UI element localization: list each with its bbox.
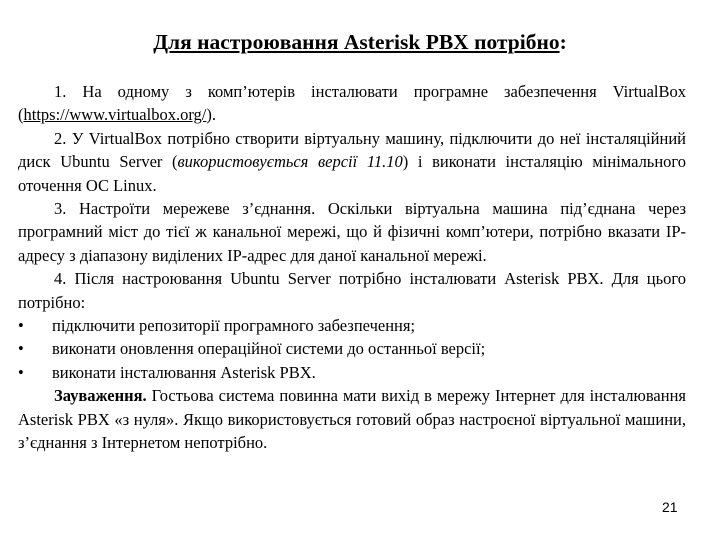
bullet-text: підключити репозиторії програмного забезпечення; (52, 316, 416, 336)
item-2-text: 2. У VirtualBox потрібно створити віртуальну машину, підключити до неї інсталяційний диск Ubuntu Server ( (18, 128, 686, 172)
item-2-version-note: використовується версії 11.10 (177, 152, 403, 172)
slide-title-text: Для настроювання Asterisk PBX потрібно (153, 30, 560, 54)
item-1-text: 1. На одному з комп’ютерів інсталювати програмне забезпечення VirtualBox ( (18, 82, 686, 125)
bullet-item (18, 337, 686, 360)
bullet-text: виконати оновлення операційної системи до останньої версії; (52, 339, 486, 359)
slide-title-colon: : (559, 30, 567, 54)
note-paragraph (18, 384, 686, 454)
slide-body (18, 80, 686, 455)
note-text: Гостьова система повинна мати вихід в мережу Інтернет для інсталювання Asterisk PBX «з нуля». Якщо використовується готовий образ настроєної віртуальної машини, з’єднання з Інтернетом непотрібно. (18, 386, 686, 453)
note-label: Зауваження. (54, 386, 147, 406)
item-3: 3. Настроїти мережеве з’єднання. Оскільки віртуальна машина під’єднана через програмний міст до тієї ж канальної мережі, що й фізичні комп’ютери, потрібно вказати IP-адресу з діапазону виділених IP-адрес для даної канальної мережі. (18, 199, 686, 265)
item-4: 4. Після настроювання Ubuntu Server потрібно інсталювати Asterisk PBX. Для цього потрібно: (18, 269, 686, 312)
page-number: 21 (662, 499, 678, 515)
item-1 (18, 80, 686, 127)
bullet-marker: • (18, 316, 24, 336)
slide-title (0, 30, 720, 55)
bullet-text: виконати інсталювання Asterisk PBX. (52, 362, 316, 382)
item-1-end: ). (206, 105, 216, 125)
bullet-marker: • (18, 362, 24, 382)
virtualbox-link[interactable]: https://www.virtualbox.org/ (23, 105, 207, 125)
bullet-marker: • (18, 339, 24, 359)
item-2-end: ) і виконати інсталяцію мінімального оточення ОС Linux. (18, 152, 687, 195)
bullet-item (18, 314, 686, 337)
bullet-item (18, 361, 686, 384)
item-2 (18, 127, 686, 197)
